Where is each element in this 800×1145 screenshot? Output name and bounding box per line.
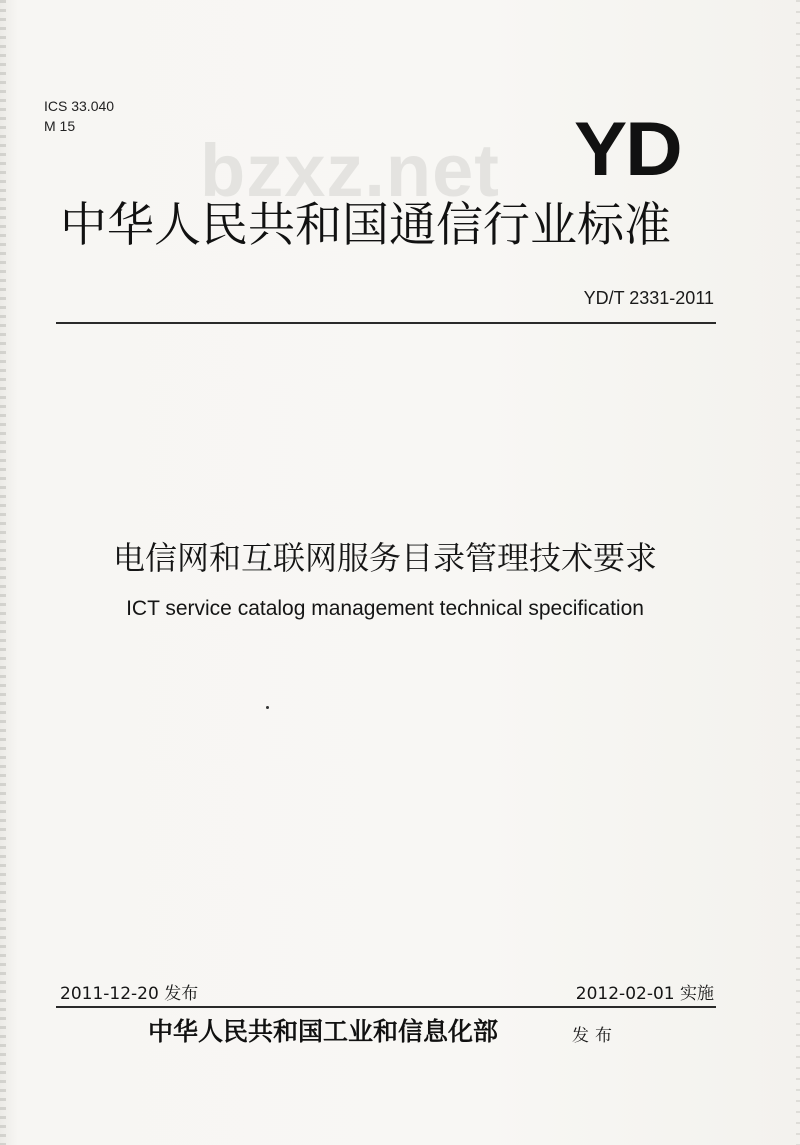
standard-number: YD/T 2331-2011 (583, 288, 714, 308)
issue-date: 2011-12-20 发布 (60, 984, 199, 1004)
scan-speck (266, 706, 269, 709)
classification-code: M 15 (44, 118, 76, 134)
publish-label: 发布 (572, 1026, 618, 1046)
ics-code: ICS 33.040 (44, 98, 115, 114)
yd-logo: YD (574, 107, 681, 192)
classification-block (44, 96, 114, 136)
bottom-divider (56, 1006, 716, 1008)
document-title-english: ICT service catalog management technical specification (126, 597, 644, 620)
document-title-chinese: 电信网和互联网服务目录管理技术要求 (112, 539, 657, 577)
top-divider (56, 322, 716, 324)
publisher-name: 中华人民共和国工业和信息化部 (148, 1017, 499, 1046)
implementation-date: 2012-02-01 实施 (575, 984, 714, 1004)
scan-right-edge (796, 0, 800, 1145)
standard-title: 中华人民共和国通信行业标准 (60, 198, 671, 253)
watermark: bzxz.net (200, 129, 500, 212)
